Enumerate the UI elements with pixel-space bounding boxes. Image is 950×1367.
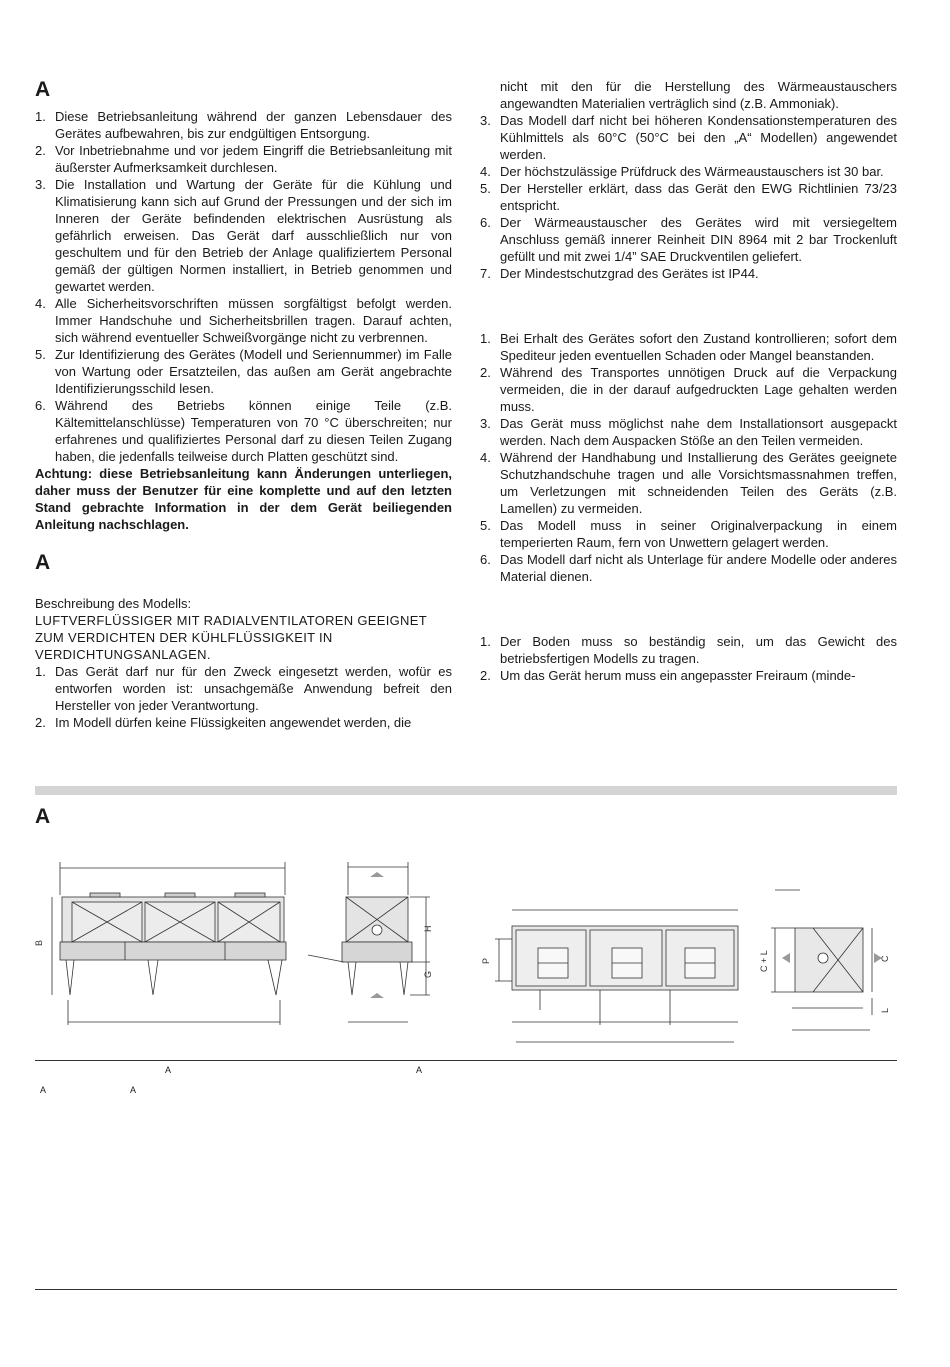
- list-item-text: Während der Handhabung und Installierung des Gerätes geeignete Schutzhandschuhe tragen und alle Vorsichtsmassnahmen treffen, um Verletzungen mit schneidenden Teilen des Geräts (z.B. Lamellen) zu vermeiden.: [500, 450, 897, 516]
- list-item-text: Das Modell muss in seiner Originalverpackung in einem temperierten Raum, fern von Unwettern gelagert werden.: [500, 518, 897, 550]
- list-item-text: Das Modell darf nicht bei höheren Kondensationstemperaturen des Kühlmittels als 60°C (50°C bei den „A“ Modellen) angewendet werden.: [500, 113, 897, 162]
- list-item: [35, 142, 452, 176]
- list-item-text: Der höchstzulässige Prüfdruck des Wärmeaustauschers ist 30 bar.: [500, 164, 884, 179]
- list-item-text: Das Modell darf nicht als Unterlage für andere Modelle oder anderes Material dienen.: [500, 552, 897, 584]
- list-item-number: 2.: [480, 365, 491, 380]
- dim-label-l: L: [880, 1007, 890, 1013]
- usage-list-cont: [480, 112, 897, 282]
- table-row-label-2: A: [130, 1085, 137, 1095]
- list-item-number: 3.: [480, 416, 491, 431]
- usage-list: [35, 663, 452, 731]
- list-item: [480, 112, 897, 163]
- safety-list: [35, 108, 452, 465]
- list-item-text: Diese Betriebsanleitung während der ganzen Lebensdauer des Gerätes aufbewahren, bis zur endgültigen Entsorgung.: [55, 109, 452, 141]
- list-item-text: Während des Transportes unnötigen Druck auf die Verpackung vermeiden, die in der darauf aufgedruckten Lage gehalten werden muss.: [500, 365, 897, 414]
- list-item: [35, 108, 452, 142]
- dimension-drawings: [30, 850, 900, 1060]
- list-item-number: 5.: [35, 347, 46, 362]
- list-item: [480, 415, 897, 449]
- installation-list: [480, 633, 897, 684]
- list-item-text: Der Hersteller erklärt, dass das Gerät den EWG Richtlinien 73/23 entspricht.: [500, 181, 897, 213]
- list-item: [480, 517, 897, 551]
- table-top-rule: [35, 1060, 897, 1061]
- list-item-text: Bei Erhalt des Gerätes sofort den Zustand kontrollieren; sofort dem Spediteur jeden eventuellen Schaden oder Mangel beanstanden.: [500, 331, 897, 363]
- list-item: [480, 633, 897, 667]
- list-item-number: 1.: [35, 664, 46, 679]
- dim-label-c: C: [880, 955, 890, 962]
- section-heading-safety: A: [35, 78, 51, 101]
- list-item: [35, 176, 452, 295]
- list-item-number: 7.: [480, 266, 491, 281]
- list-item: [35, 397, 452, 465]
- list-item-number: 1.: [480, 331, 491, 346]
- list-item-number: 4.: [35, 296, 46, 311]
- list-item-number: 1.: [480, 634, 491, 649]
- list-item-number: 2.: [35, 143, 46, 158]
- section-divider-bar: [35, 786, 897, 795]
- right-column: [480, 78, 897, 684]
- list-item: [35, 714, 452, 731]
- list-item-number: 4.: [480, 164, 491, 179]
- list-item-text: Vor Inbetriebnahme und vor jedem Eingriff die Betriebsanleitung mit äußerster Aufmerksamkeit durchlesen.: [55, 143, 452, 175]
- usage-list-continuation: nicht mit den für die Herstellung des Wärmeaustauschers angewandten Materialien verträglich sind (z.B. Ammoniak).: [500, 79, 897, 111]
- section-heading-description: A: [35, 551, 51, 574]
- table-header-1: A: [165, 1065, 172, 1075]
- list-item-number: 1.: [35, 109, 46, 124]
- list-item: [35, 295, 452, 346]
- list-item-number: 6.: [480, 215, 491, 230]
- model-description-label: Beschreibung des Modells:: [35, 596, 192, 611]
- list-item-text: Die Installation und Wartung der Geräte für die Kühlung und Klimatisierung kann sich auf Grund der Pressungen und der sich im Inneren der Geräte befindenden elektrischen Ausrüstung als gefährlich erweisen. Das Gerät darf ausschließlich nur von geschultem und für den Betrieb der Anlage qualifiziertem Personal gemäß der gültigen Normen installiert, in Betrieb genommen und gewartet werden.: [55, 177, 452, 294]
- list-item-text: Das Gerät muss möglichst nahe dem Installationsort ausgepackt werden. Nach dem Auspacken Stöße an den Teilen vermeiden.: [500, 416, 897, 448]
- dim-label-cl: C + L: [759, 950, 769, 972]
- model-description-text: LUFTVERFLÜSSIGER MIT RADIALVENTILATOREN GEEIGNET ZUM VERDICHTEN DER KÜHLFLÜSSIGKEIT IN VERDICHTUNGSANLAGEN.: [35, 613, 427, 662]
- transport-list: [480, 330, 897, 585]
- list-item-number: 6.: [480, 552, 491, 567]
- list-item: [480, 163, 897, 180]
- top-view-drawing: [495, 910, 738, 1042]
- left-column: [35, 78, 452, 731]
- dim-label-h: H: [423, 925, 433, 932]
- list-item: [35, 663, 452, 714]
- list-item-number: 2.: [480, 668, 491, 683]
- list-item: [480, 551, 897, 585]
- list-item: [480, 667, 897, 684]
- section-heading-dimensions: A: [35, 805, 51, 828]
- dim-label-b: B: [34, 939, 44, 946]
- list-item-number: 3.: [35, 177, 46, 192]
- list-item-text: Der Mindestschutzgrad des Gerätes ist IP44.: [500, 266, 759, 281]
- list-item: [480, 364, 897, 415]
- list-item-text: Das Gerät darf nur für den Zweck eingesetzt werden, wofür es entworfen worden ist: unsachgemäße Anwendung befreit den Hersteller von jeder Verantwortung.: [55, 664, 452, 713]
- list-item-number: 5.: [480, 518, 491, 533]
- list-item-number: 4.: [480, 450, 491, 465]
- list-item: [480, 330, 897, 364]
- warning-note: Achtung: diese Betriebsanleitung kann Änderungen unterliegen, daher muss der Benutzer für eine komplette und auf den letzten Stand gebrachte Information in der dem Gerät beiliegenden Anleitung nachschlagen.: [35, 466, 452, 532]
- list-item-number: 6.: [35, 398, 46, 413]
- list-item: [35, 346, 452, 397]
- list-item-text: Während des Betriebs können einige Teile (z.B. Kältemittelanschlüsse) Temperaturen von 70 °C überschreiten; nur erfahrenes und qualifiziertes Personal darf zu diesen Teilen Zugang haben, die jedenfalls teilweise durch Platten geschützt sind.: [55, 398, 452, 464]
- table-row-label-1: A: [40, 1085, 47, 1095]
- list-item-number: 5.: [480, 181, 491, 196]
- list-item-text: Um das Gerät herum muss ein angepasster Freiraum (minde-: [500, 668, 856, 683]
- list-item-text: Der Boden muss so beständig sein, um das Gewicht des betriebsfertigen Modells zu tragen.: [500, 634, 897, 666]
- list-item-text: Der Wärmeaustauscher des Gerätes wird mit versiegeltem Anschluss gemäß innerer Reinheit DIN 8964 mit 2 bar Trockenluft gefüllt und mit zwei 1/4” SAE Druckventilen geliefert.: [500, 215, 897, 264]
- page-bottom-rule: [35, 1289, 897, 1290]
- dim-label-g: G: [423, 970, 433, 978]
- table-header-2: A: [416, 1065, 423, 1075]
- dim-label-p: P: [481, 957, 491, 964]
- side-view-drawing: [308, 862, 430, 1022]
- list-item-text: Im Modell dürfen keine Flüssigkeiten angewendet werden, die: [55, 715, 412, 730]
- list-item-text: Alle Sicherheitsvorschriften müssen sorgfältigst befolgt werden. Immer Handschuhe und Sicherheitsbrillen tragen. Darauf achten, sich während eventueller Schweißvorgänge nicht zu verbrennen.: [55, 296, 452, 345]
- front-view-drawing: [52, 862, 286, 1025]
- list-item: [480, 265, 897, 282]
- list-item-number: 3.: [480, 113, 491, 128]
- list-item-number: 2.: [35, 715, 46, 730]
- list-item: [480, 214, 897, 265]
- list-item: [480, 180, 897, 214]
- list-item-text: Zur Identifizierung des Gerätes (Modell und Seriennummer) im Falle von Wartung oder Ersatzteilen, das außen am Gerät angebrachte Identifizierungsschild lesen.: [55, 347, 452, 396]
- list-item: [480, 449, 897, 517]
